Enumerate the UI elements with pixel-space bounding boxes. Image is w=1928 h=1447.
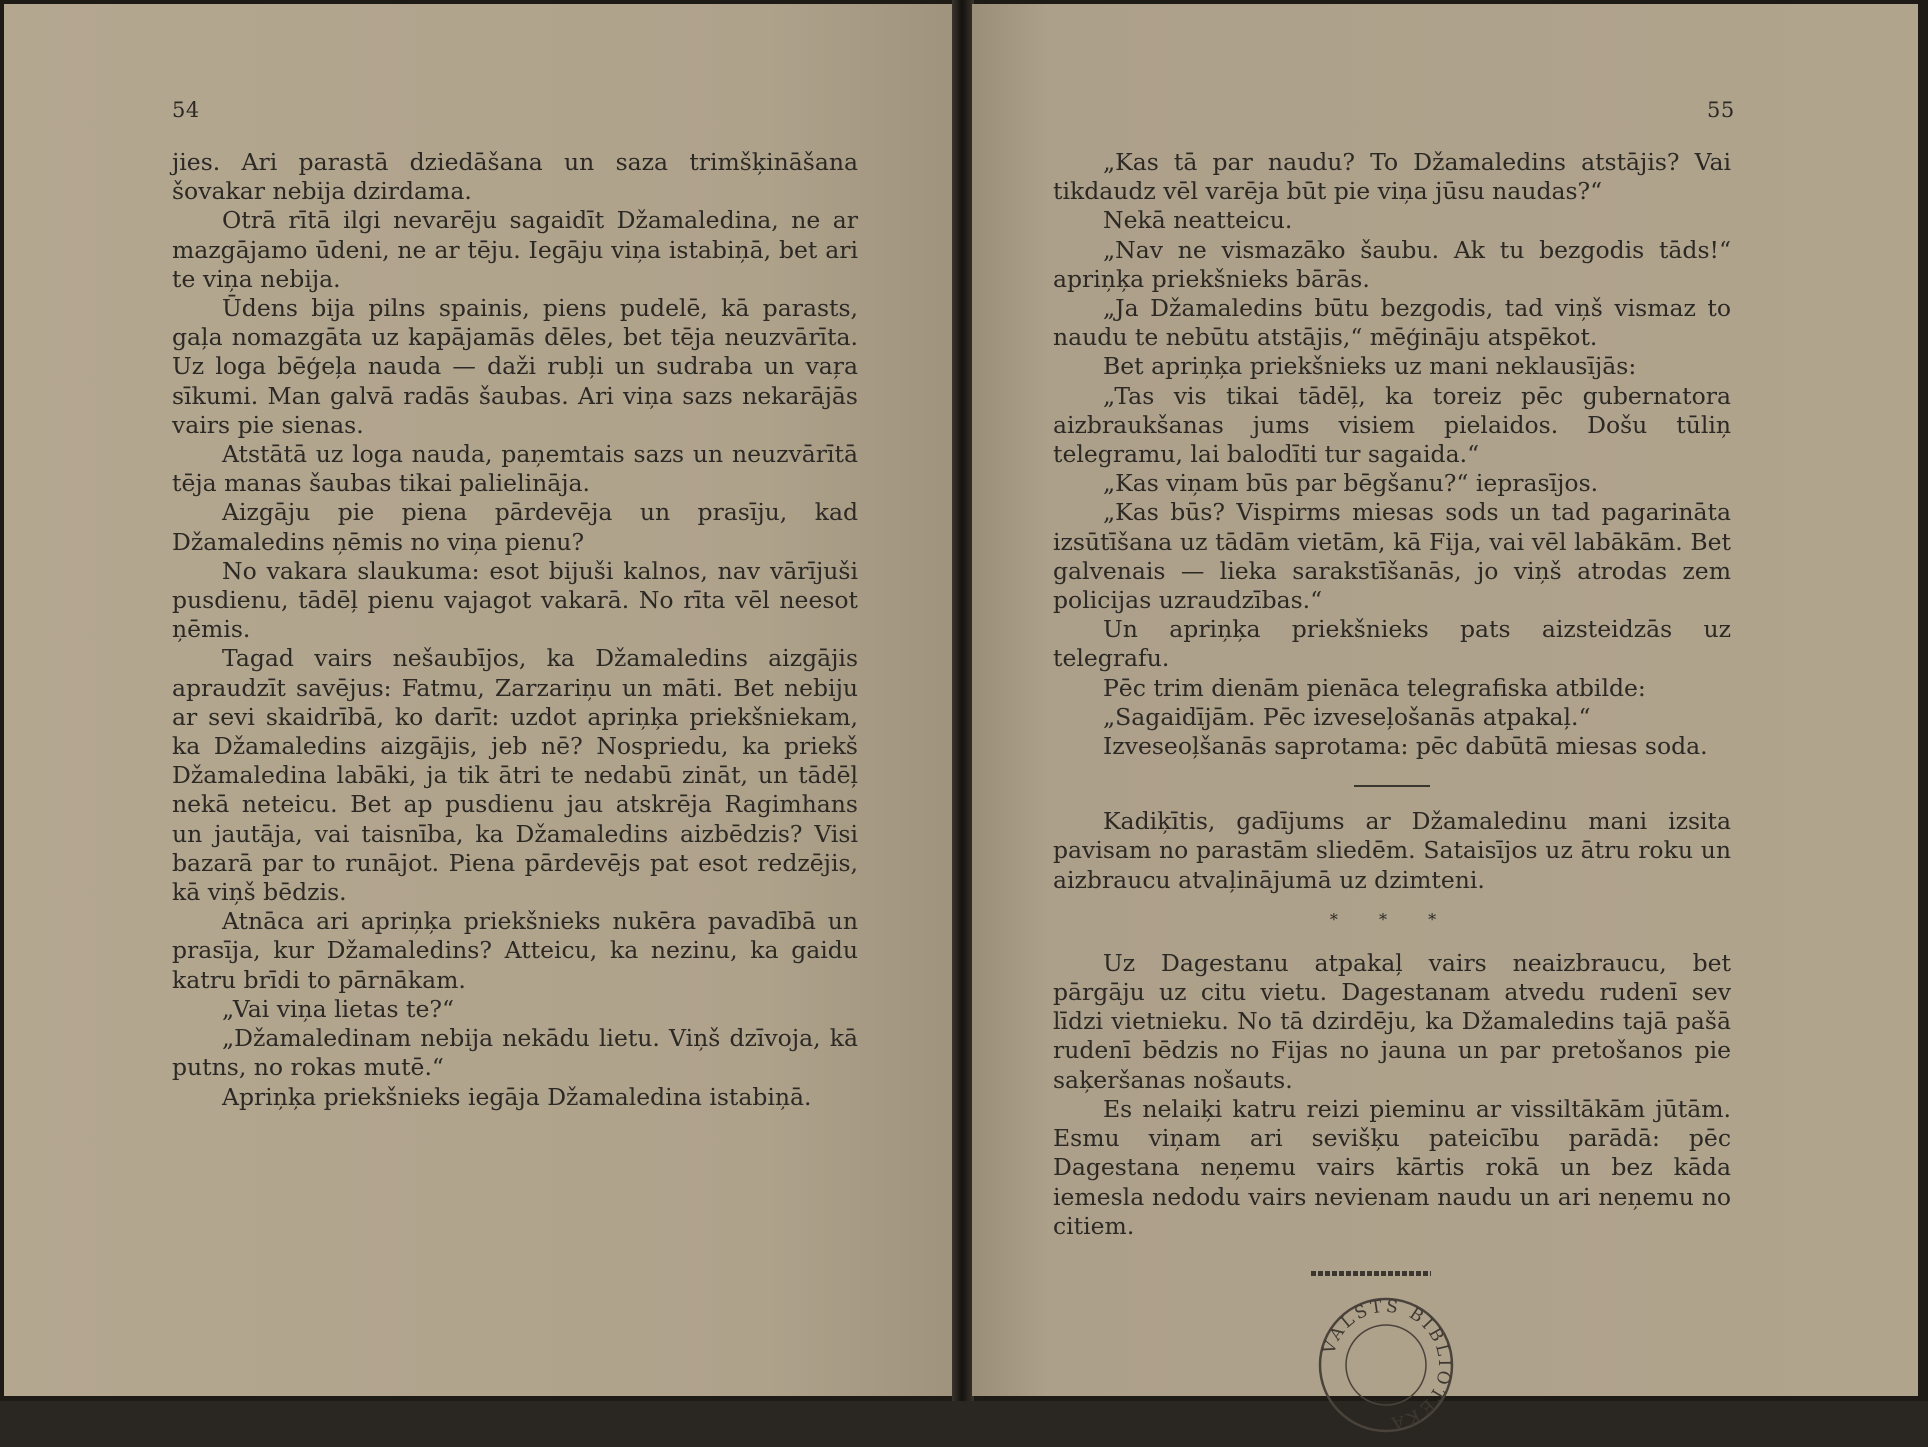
page-body-text (172, 148, 858, 1112)
paragraph: „Džamaledinam nebija nekādu lietu. Viņš dzīvoja, kā putns, no rokas mutē.“ (172, 1024, 858, 1082)
paragraph: Aizgāju pie piena pārdevēja un prasīju, kad Džamaledins ņēmis no viņa pienu? (172, 498, 858, 556)
paragraph: Es nelaiķi katru reizi pieminu ar vissiltākām jūtām. Esmu viņam ari sevišķu pateicību parādā: pēc Dagestana neņemu vairs kārtis rokā un bez kāda iemesla nedodu vairs nevienam naudu un ari neņemu no citiem. (1053, 1094, 1731, 1240)
page-body-text (1053, 148, 1731, 1440)
paragraph: Apriņķa priekšnieks iegāja Džamaledina istabiņā. (222, 1082, 812, 1111)
paragraph: „Kas tā par naudu? To Džamaledins atstājis? Vai tikdaudz vēl varēja būt pie viņa jūsu naudas?“ (1053, 148, 1731, 206)
paragraph: „Sagaidījām. Pēc izveseļošanās atpakaļ.“ (1103, 702, 1591, 731)
paragraph: Kadiķītis, gadījums ar Džamaledinu mani izsita pavisam no parastām sliedēm. Sataisījos uz ātru roku un aizbraucu atvaļinājumā uz dzimteni. (1053, 807, 1731, 894)
paragraph: „Nav ne vismazāko šaubu. Ak tu bezgodis tāds!“ apriņķa priekšnieks bārās. (1053, 235, 1731, 293)
paragraph: „Tas vis tikai tādēļ, ka toreiz pēc gubernatora aizbraukšanas jums visiem pielaidos. Došu tūliņ telegramu, lai balodīti tur sagaida.“ (1053, 381, 1731, 469)
paragraph: Pēc trim dienām pienāca telegrafiska atbilde: (1103, 673, 1646, 702)
paragraph: „Ja Džamaledins būtu bezgodis, tad viņš vismaz to naudu te nebūtu atstājis,“ mēģināju atspēkot. (1053, 294, 1731, 352)
paragraph: Tagad vairs nešaubījos, ka Džamaledins aizgājis apraudzīt savējus: Fatmu, Zarzariņu un māti. Bet nebiju ar sevi skaidrībā, ko darīt: uzdot apriņķa priekšniekam, ka Džamaledins aizgājis, jeb nē? Nospriedu, ka priekš Džamaledina labāki, ja tik ātri te nedabū zināt, un tādēļ nekā neteicu. Bet ap pusdienu jau atskrēja Ragimhans un jautāja, vai taisnība, ka Džamaledins aizbēdzis? Visi bazarā par to runājot. Piena pārdevējs pat esot redzējis, kā viņš bēdzis. (172, 644, 858, 907)
paragraph: Uz Dagestanu atpakaļ vairs neaizbraucu, bet pārgāju uz citu vietu. Dagestanam atvedu rudenī sev līdzi vietnieku. No tā dzirdēju, ka Džamaledins tajā pašā rudenī bēdzis no Fijas no jauna un par pretošanos pie saķeršanas nošauts. (1053, 948, 1731, 1094)
page-number: 54 (172, 98, 200, 122)
section-divider-rule (1354, 785, 1430, 787)
book-gutter (952, 0, 974, 1401)
stamp-text: VALSTS BIBLIOTEKA (1319, 1296, 1455, 1434)
paragraph: Otrā rītā ilgi nevarēju sagaidīt Džamaledina, ne ar mazgājamo ūdeni, ne ar tēju. Iegāju viņa istabiņā, bet ari te viņa nebija. (172, 206, 858, 293)
paragraph: Atstātā uz loga nauda, paņemtais sazs un neuzvārītā tēja manas šaubas tikai palielināja. (172, 440, 858, 498)
paragraph: Izveseoļšanās saprotama: pēc dabūtā miesas soda. (1103, 732, 1708, 761)
paragraph: „Kas viņam būs par bēgšanu?“ ieprasījos. (1103, 469, 1599, 498)
paragraph: jies. Ari parastā dziedāšana un saza trimšķināšana šovakar nebija dzirdama. (172, 148, 858, 206)
text-section (1053, 949, 1731, 1241)
page-number: 55 (1707, 98, 1735, 122)
paragraph: Nekā neatteicu. (1103, 206, 1293, 235)
end-ornament (1311, 1271, 1431, 1276)
paragraph: Un apriņķa priekšnieks pats aizsteidzās uz telegrafu. (1053, 615, 1731, 673)
paragraph: „Vai viņa lietas te?“ (222, 994, 454, 1023)
text-section (1053, 807, 1731, 895)
text-section (1053, 148, 1731, 761)
right-page (972, 4, 1918, 1434)
library-stamp (1311, 1290, 1461, 1440)
paragraph: „Kas būs? Vispirms miesas sods un tad pagarināta izsūtīšana uz tādām vietām, kā Fija, vai vēl labākām. Bet galvenais — lieka sarakstīšanās, jo viņš atrodas zem policijas uzraudzības.“ (1053, 498, 1731, 615)
left-page (4, 4, 956, 1396)
section-asterisks: * * * (1329, 909, 1455, 929)
paragraph: Ūdens bija pilns spainis, piens pudelē, kā parasts, gaļa nomazgāta uz kapājamās dēles, bet tēja neuzvārīta. Uz loga bēģeļa nauda — daži rubļi un sudraba un vaŗa sīkumi. Man galvā radās šaubas. Ari viņa sazs nekarājās vairs pie sienas. (172, 294, 858, 439)
paragraph: Bet apriņķa priekšnieks uz mani neklausījās: (1103, 352, 1637, 381)
paragraph: No vakara slaukuma: esot bijuši kalnos, nav vārījuši pusdienu, tādēļ pienu vajagot vakarā. No rīta vēl neesot ņēmis. (172, 556, 858, 644)
stamp-seal-icon (1311, 1290, 1461, 1440)
paragraph: Atnāca ari apriņķa priekšnieks nukēra pavadībā un prasīja, kur Džamaledins? Atteicu, ka nezinu, ka gaidu katru brīdi to pārnākam. (172, 907, 858, 994)
